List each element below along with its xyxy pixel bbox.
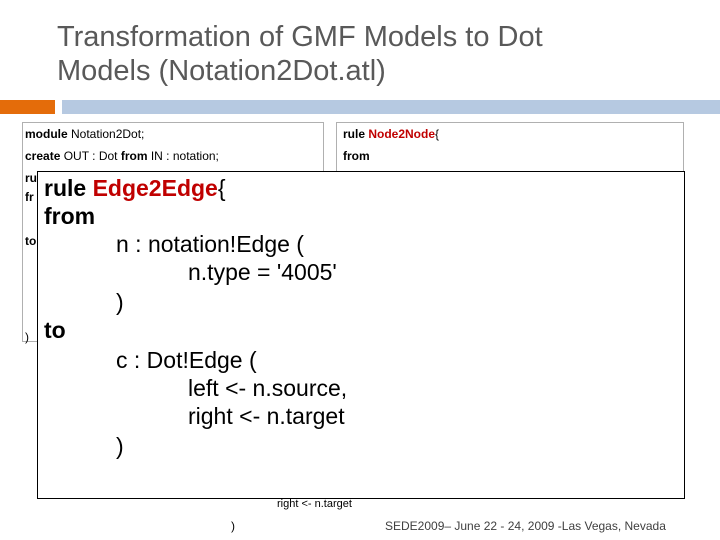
module-name: Notation2Dot; bbox=[67, 127, 145, 141]
keyword-rule: rule bbox=[343, 127, 369, 141]
title-accent-bar-orange bbox=[0, 100, 55, 114]
code-line-left-binding: left <- n.source, bbox=[188, 375, 348, 401]
edge2edge-code-box bbox=[37, 171, 685, 499]
keyword-from: from bbox=[120, 149, 148, 163]
keyword-to: to bbox=[44, 317, 66, 343]
create-source: IN : notation; bbox=[147, 149, 219, 163]
code-fragment-to: to bbox=[25, 234, 37, 248]
slide-title: Transformation of GMF Models to Dot Models (Notation2Dot.atl) bbox=[57, 21, 543, 87]
open-brace: { bbox=[435, 127, 440, 141]
code-line-guard: n.type = '4005' bbox=[188, 259, 337, 285]
keyword-rule: rule bbox=[44, 175, 93, 201]
underlying-code-right-binding: right <- n.target bbox=[277, 498, 352, 510]
code-line-create bbox=[25, 148, 219, 164]
underlying-code-close-paren: ) bbox=[231, 519, 235, 533]
keyword-from: from bbox=[44, 203, 96, 229]
code-fragment-ru: ru bbox=[25, 171, 37, 185]
keyword-create: create bbox=[25, 149, 61, 163]
rule-name-node2node: Node2Node bbox=[368, 127, 436, 141]
code-line-source-pattern: n : notation!Edge ( bbox=[116, 231, 304, 257]
slide-footer: SEDE2009– June 22 - 24, 2009 -Las Vegas, Nevada bbox=[385, 519, 666, 533]
code-fragment-fr: fr bbox=[25, 190, 34, 204]
code-close-paren: ) bbox=[25, 330, 29, 344]
code-line-module bbox=[25, 126, 144, 142]
open-brace: { bbox=[217, 175, 226, 201]
title-accent-bar-blue bbox=[62, 100, 720, 114]
code-line-rule-node2node bbox=[343, 126, 439, 142]
keyword-from-right: from bbox=[343, 149, 370, 163]
keyword-module: module bbox=[25, 127, 68, 141]
code-line-rule-edge2edge bbox=[44, 174, 226, 203]
create-target: OUT : Dot bbox=[60, 149, 121, 163]
rule-name-edge2edge: Edge2Edge bbox=[92, 175, 218, 201]
code-line-target-pattern: c : Dot!Edge ( bbox=[116, 347, 257, 373]
code-close-paren: ) bbox=[116, 289, 124, 315]
code-close-paren: ) bbox=[116, 433, 124, 459]
code-line-right-binding: right <- n.target bbox=[188, 403, 345, 429]
